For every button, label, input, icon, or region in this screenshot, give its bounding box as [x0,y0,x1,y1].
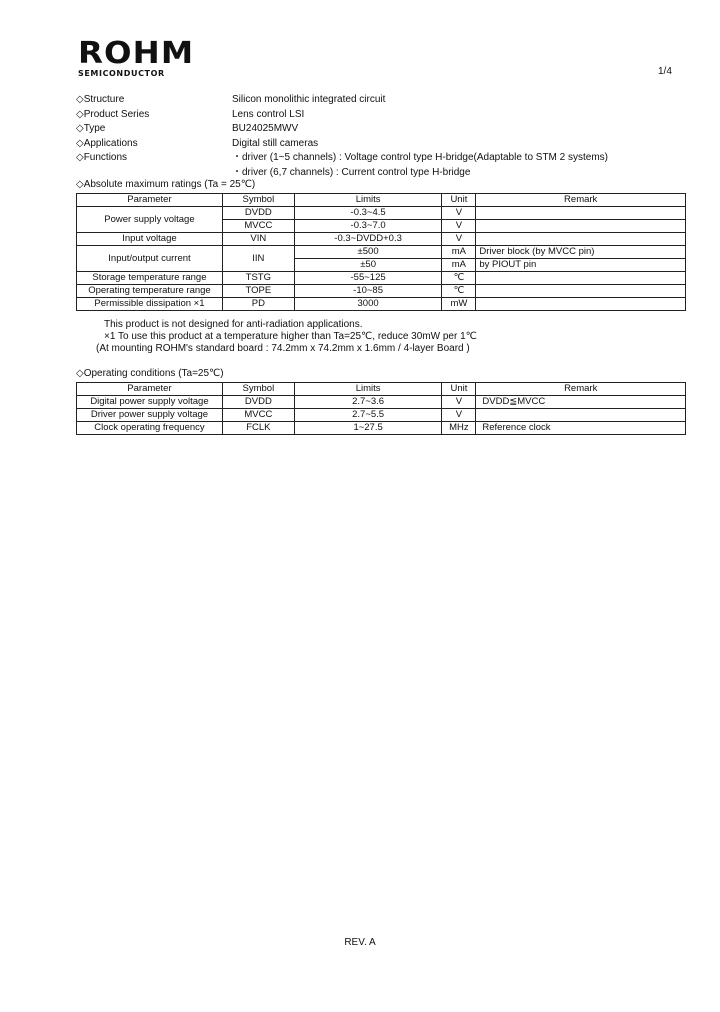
symbol-cell: TOPE [222,285,294,298]
header-unit: Unit [442,194,476,207]
op-cond-table [76,382,686,435]
unit-cell: V [442,233,476,246]
limits-cell: -55~125 [294,272,442,285]
table-row [77,246,686,259]
table-row [77,298,686,311]
remark-cell: by PIOUT pin [476,259,686,272]
param-cell: Operating temperature range [77,285,223,298]
remark-cell [476,298,686,311]
header-parameter: Parameter [77,194,223,207]
abs-max-table [76,193,686,311]
symbol-cell: MVCC [222,220,294,233]
info-row-type [76,122,608,137]
info-value: Lens control LSI [232,108,305,120]
param-cell: Clock operating frequency [77,422,223,435]
table-header-row [77,383,686,396]
remark-cell: DVDD≦MVCC [476,396,686,409]
info-value: Digital still cameras [232,137,319,149]
info-value: ・driver (6,7 channels) : Current control type H-bridge [232,166,471,178]
remark-cell [476,409,686,422]
unit-cell: ℃ [442,272,476,285]
symbol-cell: IIN [222,246,294,272]
limits-cell: 2.7~5.5 [294,409,442,422]
remark-cell [476,272,686,285]
param-cell: Permissible dissipation ×1 [77,298,223,311]
table-row [77,285,686,298]
info-value: ・driver (1~5 channels) : Voltage control type H-bridge(Adaptable to STM 2 systems) [232,152,609,163]
symbol-cell: PD [222,298,294,311]
unit-cell: V [442,207,476,220]
limits-cell: -0.3~DVDD+0.3 [294,233,442,246]
info-row-product-series [76,108,608,123]
header-parameter: Parameter [77,383,223,396]
remark-cell: Reference clock [476,422,686,435]
param-cell: Driver power supply voltage [77,409,223,422]
revision-label: REV. A [344,937,376,948]
table-row [77,396,686,409]
info-label: ◇Product Series [76,108,150,120]
unit-cell: mW [442,298,476,311]
table-row [77,207,686,220]
param-cell: Input/output current [77,246,223,272]
unit-cell: V [442,220,476,233]
rohm-logo [78,36,195,78]
param-cell: Power supply voltage [77,207,223,233]
symbol-cell: MVCC [222,409,294,422]
symbol-cell: DVDD [222,396,294,409]
abs-max-title: ◇Absolute maximum ratings (Ta = 25℃) [76,179,256,190]
logo-wordmark: ROHM [78,36,195,71]
info-label: ◇Functions [76,152,128,163]
unit-cell: V [442,409,476,422]
note-line: This product is not designed for anti-radiation applications. [104,319,363,330]
limits-cell: -0.3~7.0 [294,220,442,233]
remark-cell [476,285,686,298]
note-line: ×1 To use this product at a temperature higher than Ta=25℃, reduce 30mW per 1℃ [104,331,477,342]
info-label [76,166,232,181]
limits-cell: -0.3~4.5 [294,207,442,220]
note-line: (At mounting ROHM's standard board : 74.2mm x 74.2mm x 1.6mm / 4-layer Board ) [96,343,470,354]
unit-cell: mA [442,246,476,259]
info-row-structure [76,93,608,108]
product-info [76,93,608,180]
op-cond-title: ◇Operating conditions (Ta=25℃) [76,368,224,379]
limits-cell: 1~27.5 [294,422,442,435]
table-row [77,272,686,285]
info-label: ◇Applications [76,137,138,149]
limits-cell: ±50 [294,259,442,272]
unit-cell: mA [442,259,476,272]
limits-cell: ±500 [294,246,442,259]
remark-cell [476,233,686,246]
remark-cell [476,207,686,220]
param-cell: Digital power supply voltage [77,396,223,409]
param-cell: Input voltage [77,233,223,246]
symbol-cell: DVDD [222,207,294,220]
limits-cell: -10~85 [294,285,442,298]
remark-cell: Driver block (by MVCC pin) [476,246,686,259]
header-unit: Unit [442,383,476,396]
table-row [77,422,686,435]
table-row [77,233,686,246]
info-row-functions [76,151,608,166]
info-row-functions-2 [76,166,608,181]
unit-cell: V [442,396,476,409]
header-limits: Limits [294,194,442,207]
param-cell: Storage temperature range [77,272,223,285]
limits-cell: 3000 [294,298,442,311]
page-number: 1/4 [658,66,672,77]
symbol-cell: FCLK [222,422,294,435]
header-symbol: Symbol [222,194,294,207]
info-label: ◇Type [76,123,106,134]
unit-cell: ℃ [442,285,476,298]
logo-subtitle: SEMICONDUCTOR [78,69,165,78]
notes [96,319,477,355]
header-symbol: Symbol [222,383,294,396]
info-value: Silicon monolithic integrated circuit [232,94,386,105]
table-row [77,409,686,422]
info-value: BU24025MWV [232,123,299,134]
info-label: ◇Structure [76,94,125,105]
info-row-applications [76,137,608,152]
header-remark: Remark [476,383,686,396]
limits-cell: 2.7~3.6 [294,396,442,409]
symbol-cell: VIN [222,233,294,246]
table-header-row [77,194,686,207]
remark-cell [476,220,686,233]
header-limits: Limits [294,383,442,396]
header-remark: Remark [476,194,686,207]
unit-cell: MHz [442,422,476,435]
symbol-cell: TSTG [222,272,294,285]
